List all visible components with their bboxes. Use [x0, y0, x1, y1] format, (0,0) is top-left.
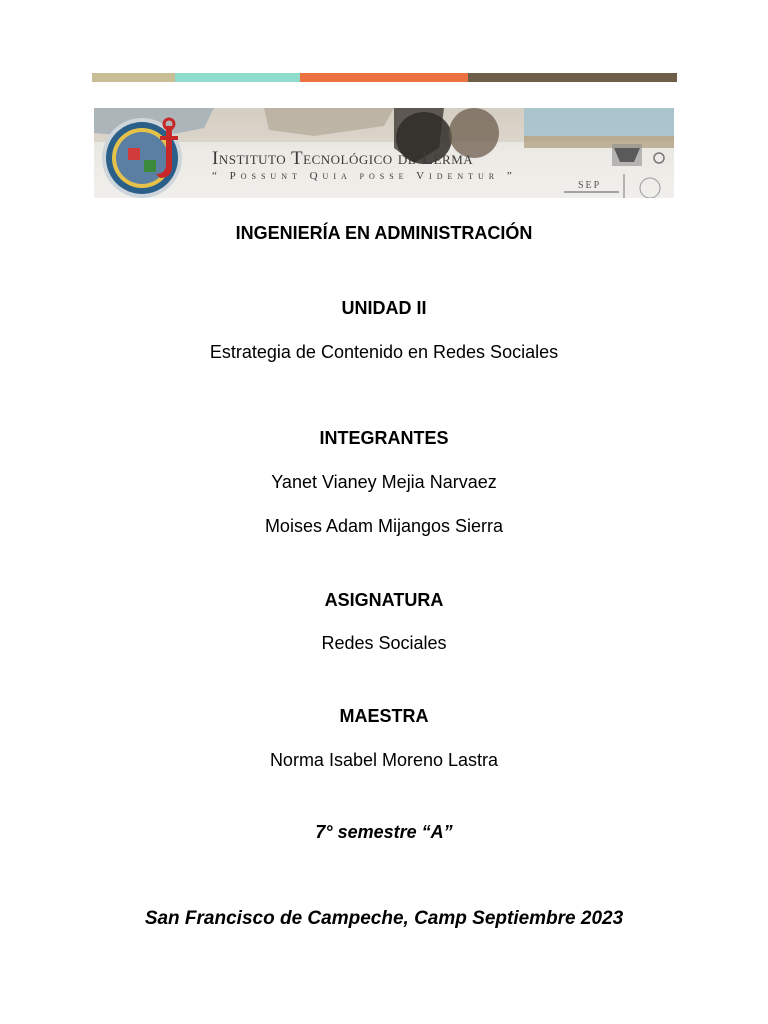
- institution-seal-icon: [102, 118, 182, 198]
- career-title: INGENIERÍA EN ADMINISTRACIÓN: [235, 223, 533, 243]
- institution-motto: “ Possunt Quia posse Videntur ”: [212, 170, 517, 182]
- unit-topic: Estrategia de Contenido en Redes Sociales: [209, 342, 559, 362]
- subject-name: Redes Sociales: [321, 633, 447, 653]
- members-heading: INTEGRANTES: [319, 428, 449, 448]
- subject-heading: ASIGNATURA: [324, 590, 444, 610]
- sep-logo-icon: [612, 144, 664, 198]
- member-name: Yanet Vianey Mejia Narvaez: [271, 472, 497, 492]
- decorative-color-strip: [92, 73, 677, 82]
- member-name: Moises Adam Mijangos Sierra: [264, 516, 504, 536]
- institution-name: Instituto Tecnológico de Lerma: [212, 148, 474, 169]
- sep-label: SEP: [578, 180, 602, 191]
- color-segment: [175, 73, 300, 82]
- semester-group: 7° semestre “A”: [315, 822, 453, 842]
- unit-heading: UNIDAD II: [341, 298, 427, 318]
- color-segment: [92, 73, 175, 82]
- color-segment: [300, 73, 468, 82]
- institution-header-banner: [94, 108, 674, 198]
- teacher-name: Norma Isabel Moreno Lastra: [269, 750, 499, 770]
- place-and-date: San Francisco de Campeche, Camp Septiembre 2023: [144, 908, 624, 929]
- teacher-heading: MAESTRA: [339, 706, 429, 726]
- color-segment: [468, 73, 677, 82]
